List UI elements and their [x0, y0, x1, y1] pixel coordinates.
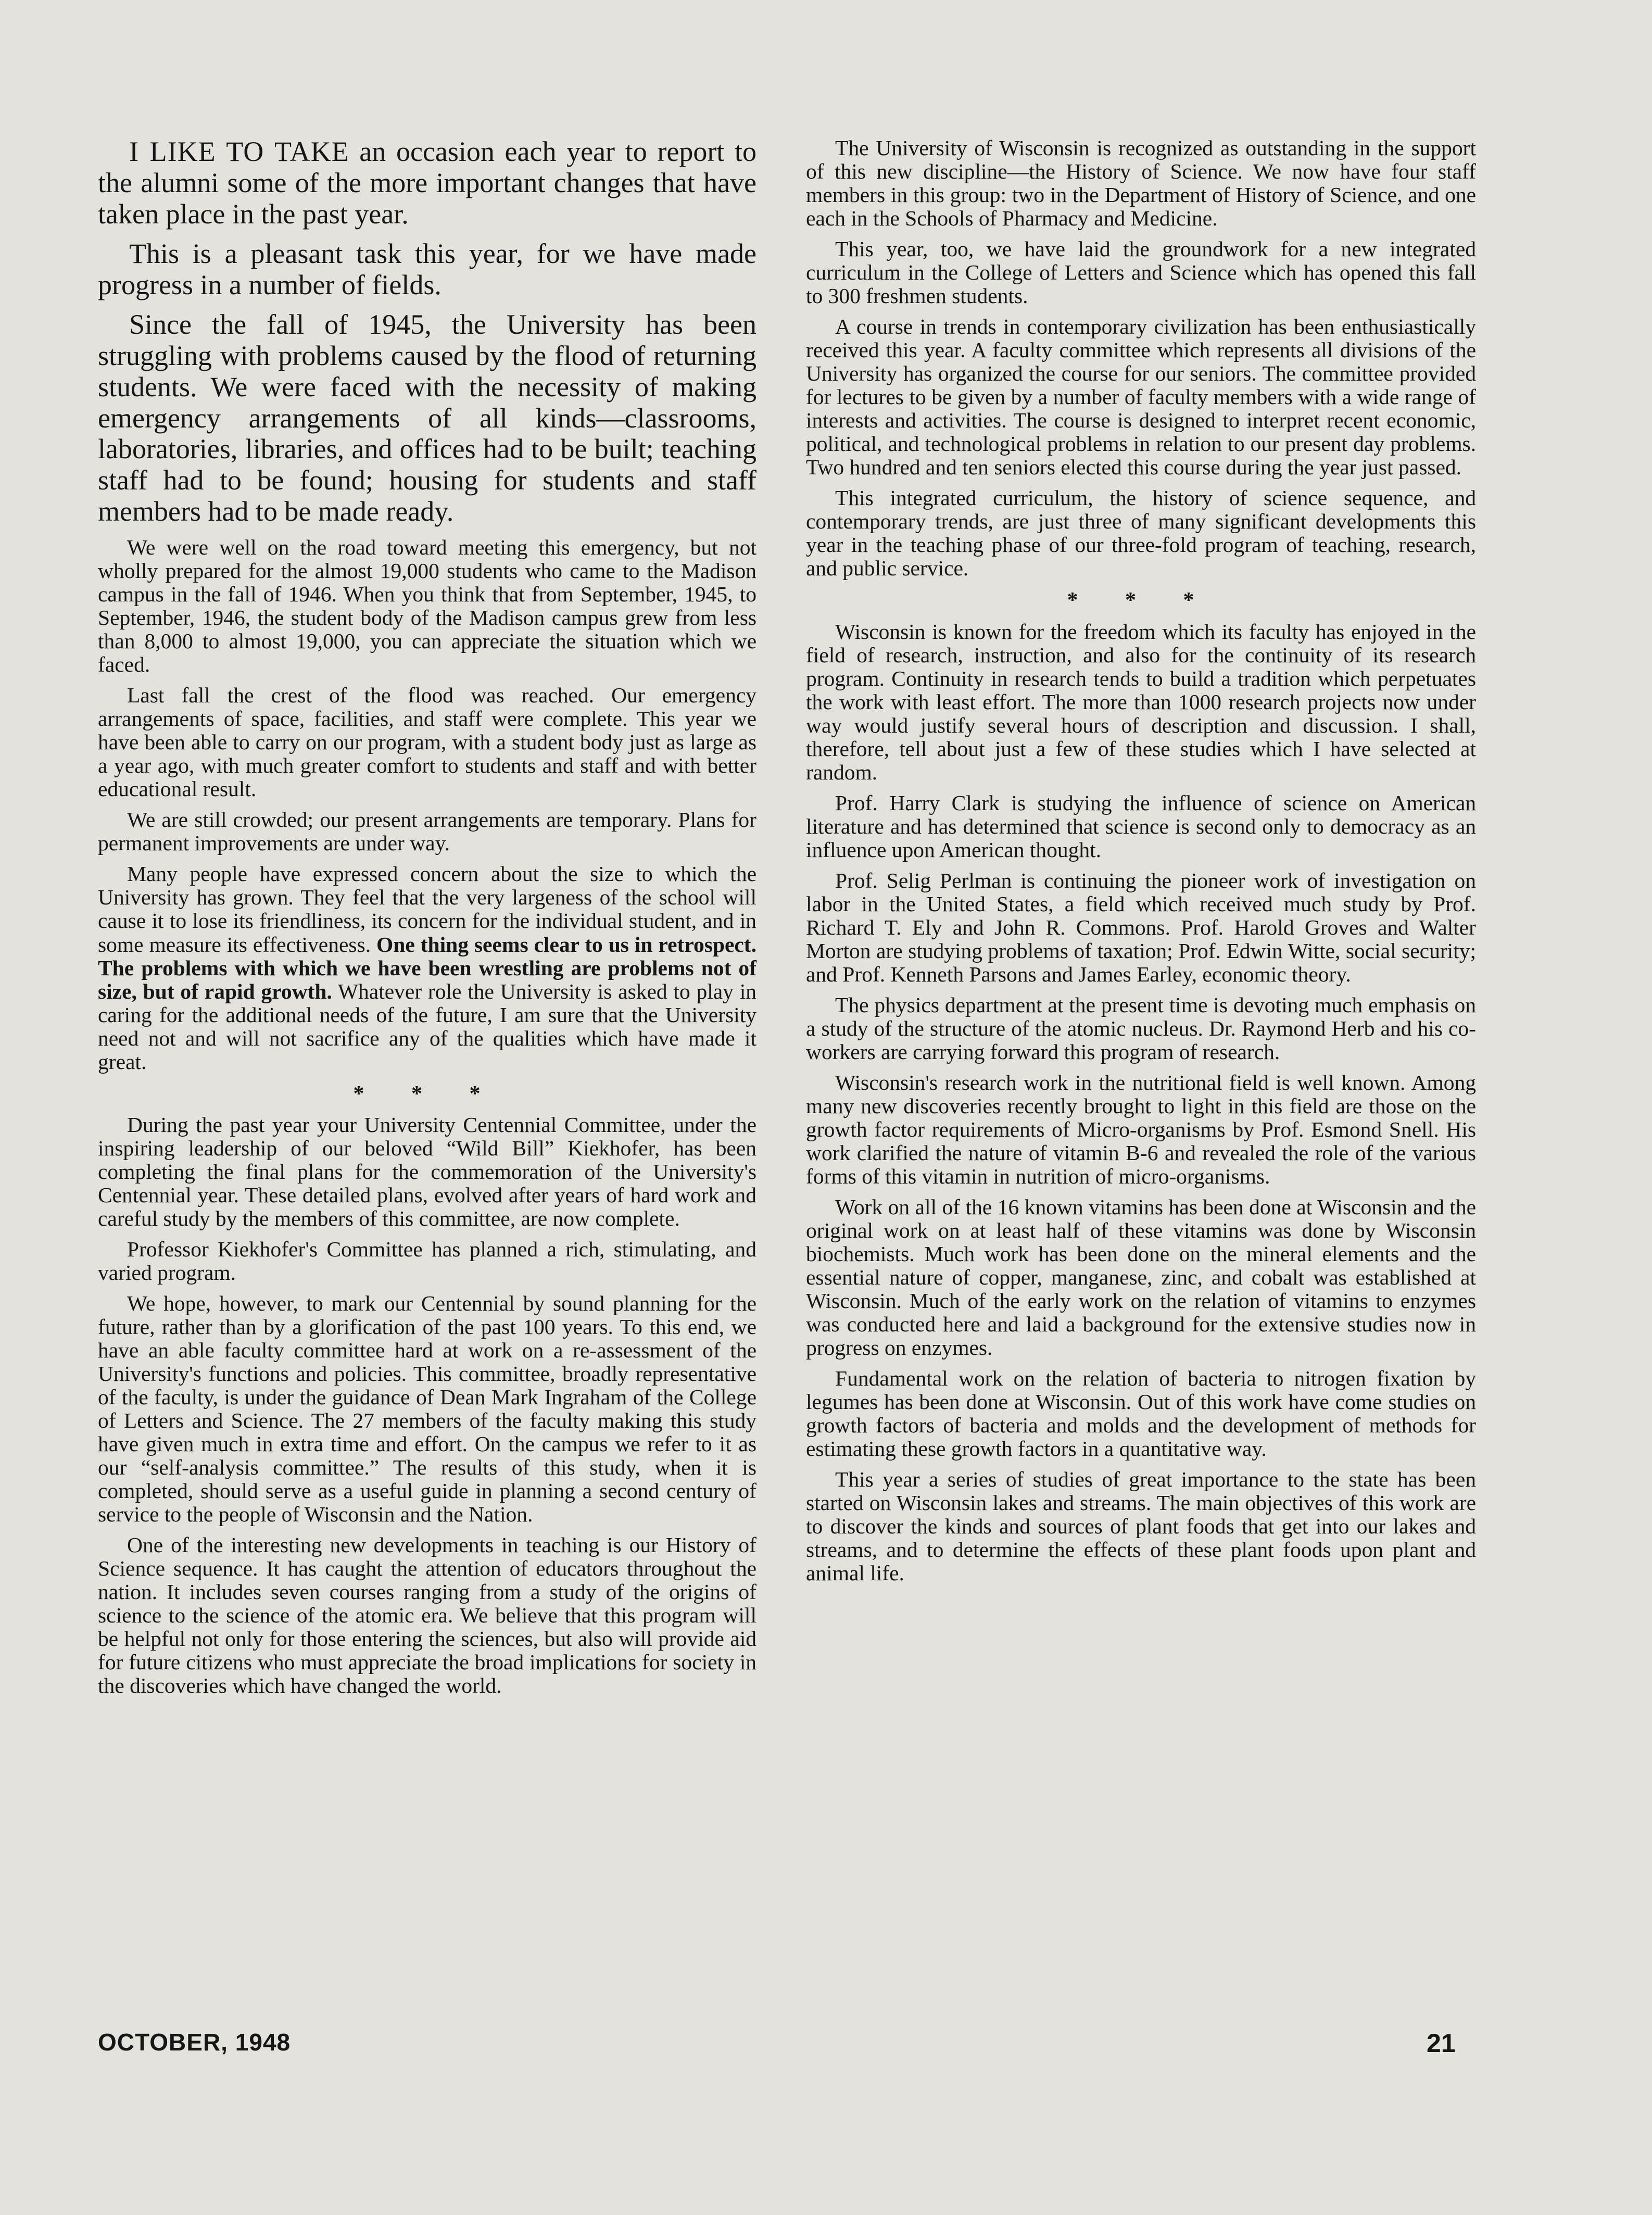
right-column: [806, 136, 1476, 1592]
paragraph: Work on all of the 16 known vitamins has been done at Wisconsin and the original work on at least half of these vitamins was done by Wisconsin biochemists. Much work has been done on the mineral elements and the essential nature of copper, manganese, zinc, and cobalt was established at Wisconsin. Much of the early work on the relation of vitamins to enzymes was conducted here and laid a background for the extensive studies now in progress on enzymes.: [806, 1195, 1476, 1360]
paragraph: Prof. Harry Clark is studying the influence of science on American literature and has determined that science is second only to democracy as an influence upon American thought.: [806, 790, 1476, 862]
bold-emphasis: One thing seems clear to us in retrospect. The problems with which we have been wrestling are problems not of size, but of rapid growth.: [98, 932, 757, 1003]
paragraph: The University of Wisconsin is recognized as outstanding in the support of this new discipline—the History of Science. We now have four staff members in this group: two in the Department of History of Science, and one each in the Schools of Pharmacy and Medicine.: [806, 136, 1476, 231]
left-column: [98, 136, 756, 1705]
paragraph: We were well on the road toward meeting this emergency, but not wholly prepared for the almost 19,000 students who came to the Madison campus in the fall of 1946. When you think that from September, 1945, to September, 1946, the student body of the Madison campus grew from less than 8,000 to almost 19,000, you can appreciate the situation which we faced.: [98, 535, 756, 677]
paragraph: This is a pleasant task this year, for we have made progress in a number of fields.: [98, 237, 756, 300]
paragraph: Wisconsin is known for the freedom which its faculty has enjoyed in the field of research, instruction, and also for the continuity of its research program. Continuity in research tends to build a tradition which perpetuates the work with least effort. The more than 1000 research projects now under way would justify several hours of description and discussion. I shall, therefore, tell about just a few of these studies which I have selected at random.: [806, 619, 1476, 784]
paragraph: This year a series of studies of great importance to the state has been started on Wisconsin lakes and streams. The main objectives of this work are to discover the kinds and sources of plant foods that get into our lakes and streams, and to determine the effects of these plant foods upon plant and animal life.: [806, 1467, 1476, 1585]
paragraph: Fundamental work on the relation of bacteria to nitrogen fixation by legumes has been done at Wisconsin. Out of this work have come studies on growth factors of bacteria and molds and the development of methods for estimating these growth factors in a quantitative way.: [806, 1366, 1476, 1461]
paragraph: During the past year your University Centennial Committee, under the inspiring leadership of our beloved “Wild Bill” Kiekhofer, has been completing the final plans for the commemoration of the University's Centennial year. These detailed plans, evolved after years of hard work and careful study by the members of this committee, are now complete.: [98, 1112, 756, 1231]
section-divider: * * *: [1067, 588, 1215, 613]
paragraph: A course in trends in contemporary civilization has been enthusiastically received this year. A faculty committee which represents all divisions of the University has organized the course for our seniors. The committee provided for lectures to be given by a number of faculty members with a wide range of interests and activities. The course is designed to interpret recent economic, political, and technological problems in relation to our present day problems. Two hundred and ten seniors elected this course during the year just passed.: [806, 314, 1476, 480]
intro-lead-in: I LIKE TO TAKE: [129, 136, 349, 167]
paragraph: One of the interesting new developments in teaching is our History of Science sequence. It has caught the attention of educators throughout the nation. It includes seven courses ranging from a study of the origins of science to the science of the atomic era. We believe that this program will be helpful not only for those entering the sciences, but also will provide aid for future citizens who must appreciate the broad implications for society in the discoveries which have changed the world.: [98, 1533, 756, 1698]
intro-paragraph: [98, 136, 756, 230]
paragraph-text: Many people have expressed concern about the size to which the University has grown. They feel that the very largeness of the school will cause it to lose its friendliness, its concern for the individual student, and in some measure its effectiveness.: [98, 862, 756, 957]
intro-text: an occasion each year to report to the alumni some of the more important changes that have taken place in the past year.: [98, 136, 756, 230]
paragraph: Wisconsin's research work in the nutritional field is well known. Among many new discoveries recently brought to light in this field are those on the growth factor requirements of Micro-organisms by Prof. Esmond Snell. His work clarified the nature of vitamin B-6 and revealed the role of the various forms of this vitamin in nutrition of micro-organisms.: [806, 1070, 1476, 1189]
issue-date: OCTOBER, 1948: [98, 2029, 291, 2056]
paragraph: The physics department at the present time is devoting much emphasis on a study of the structure of the atomic nucleus. Dr. Raymond Herb and his co-workers are carrying forward this program of research.: [806, 992, 1476, 1064]
paragraph: Professor Kiekhofer's Committee has planned a rich, stimulating, and varied program.: [98, 1237, 756, 1285]
section-divider: * * *: [353, 1081, 501, 1106]
paragraph: This year, too, we have laid the groundwork for a new integrated curriculum in the College of Letters and Science which has opened this fall to 300 freshmen students.: [806, 237, 1476, 308]
paragraph: [98, 862, 756, 1073]
paragraph: Prof. Selig Perlman is continuing the pioneer work of investigation on labor in the United States, a field which received much study by Prof. Richard T. Ely and John R. Commons. Prof. Harold Groves and Walter Morton are studying problems of taxation; Prof. Edwin Witte, social security; and Prof. Kenneth Parsons and James Earley, economic theory.: [806, 868, 1476, 986]
paragraph-text: Whatever role the University is asked to play in caring for the additional needs of the future, I am sure that the University need not and will not sacrifice any of the qualities which have made it great.: [98, 979, 756, 1074]
paragraph: Last fall the crest of the flood was reached. Our emergency arrangements of space, facilities, and staff were complete. This year we have been able to carry on our program, with a student body just as large as a year ago, with much greater comfort to students and staff and with better educational result.: [98, 683, 756, 801]
page-number: 21: [1427, 2029, 1456, 2058]
paragraph: This integrated curriculum, the history of science sequence, and contemporary trends, are just three of many significant developments this year in the teaching phase of our three-fold program of teaching, research, and public service.: [806, 486, 1476, 581]
paragraph: We are still crowded; our present arrangements are temporary. Plans for permanent improvements are under way.: [98, 808, 756, 855]
paragraph: Since the fall of 1945, the University has been struggling with problems caused by the flood of returning students. We were faced with the necessity of making emergency arrangements of all kinds—classrooms, laboratories, libraries, and offices had to be built; teaching staff had to be found; housing for students and staff members had to be made ready.: [98, 308, 756, 527]
paragraph: We hope, however, to mark our Centennial by sound planning for the future, rather than by a glorification of the past 100 years. To this end, we have an able faculty committee hard at work on a re-assessment of the University's functions and policies. This committee, broadly representative of the faculty, is under the guidance of Dean Mark Ingraham of the College of Letters and Science. The 27 members of the faculty making this study have given much in extra time and effort. On the campus we refer to it as our “self-analysis committee.” The results of this study, when it is completed, should serve as a useful guide in planning a second century of service to the people of Wisconsin and the Nation.: [98, 1291, 756, 1527]
